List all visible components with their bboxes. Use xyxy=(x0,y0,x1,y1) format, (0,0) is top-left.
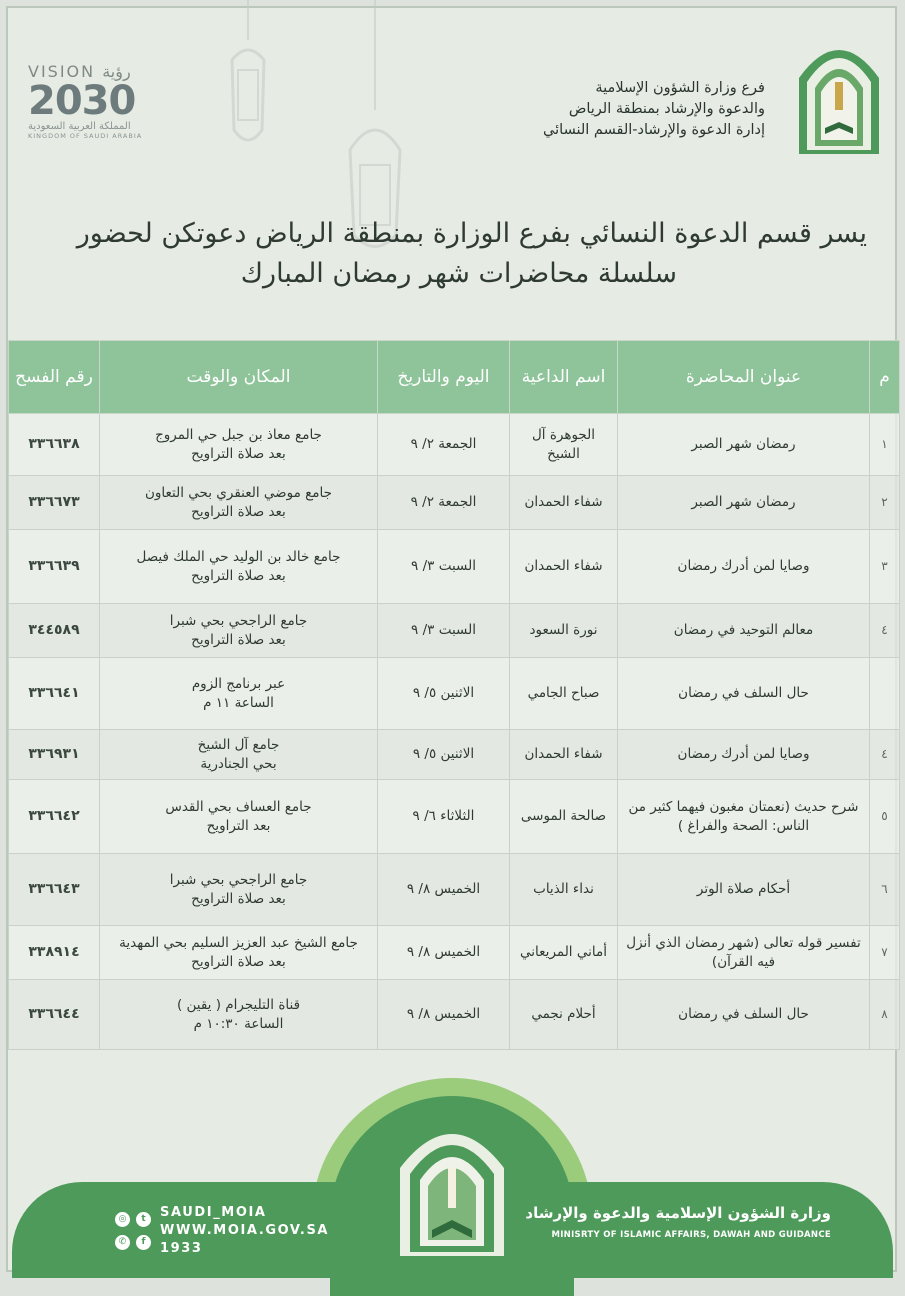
speaker-name: شفاء الحمدان xyxy=(510,530,618,604)
lecture-place xyxy=(100,854,378,926)
lecture-date: الخميس ٨/ ٩ xyxy=(378,926,510,980)
lecture-date: الاثنين ٥/ ٩ xyxy=(378,730,510,780)
row-num: ٧ xyxy=(870,926,900,980)
table-row xyxy=(9,530,900,604)
footer xyxy=(12,1168,893,1272)
footer-ministry-ar: وزارة الشؤون الإسلامية والدعوة والإرشاد xyxy=(525,1204,831,1222)
place-line: بعد صلاة التراويح xyxy=(191,503,286,520)
place-line: جامع العساف بحي القدس xyxy=(165,798,312,815)
lantern-decoration-icon xyxy=(218,0,278,160)
lecture-title: رمضان شهر الصبر xyxy=(618,476,870,530)
speaker-name: شفاء الحمدان xyxy=(510,730,618,780)
permit-number: ٣٣٦٦٧٣ xyxy=(9,476,100,530)
header-place: المكان والوقت xyxy=(100,341,378,414)
place-line: قناة التليجرام ( يقين ) xyxy=(176,996,301,1013)
org-line-1: فرع وزارة الشؤون الإسلامية xyxy=(595,80,765,96)
lecture-title: معالم التوحيد في رمضان xyxy=(618,604,870,658)
permit-number: ٣٣٦٦٣٩ xyxy=(9,530,100,604)
org-line-3: إدارة الدعوة والإرشاد-القسم النسائي xyxy=(543,122,765,138)
lecture-place xyxy=(100,604,378,658)
headline-line-1: يسر قسم الدعوة النسائي بفرع الوزارة بمنطقة الرياض دعوتكن لحضور xyxy=(76,218,867,249)
place-line: جامع معاذ بن جبل حي المروج xyxy=(155,426,322,443)
speaker-name: أماني المريعاني xyxy=(510,926,618,980)
permit-number: ٣٣٦٩٣١ xyxy=(9,730,100,780)
lecture-place xyxy=(100,530,378,604)
header-speaker: اسم الداعية xyxy=(510,341,618,414)
lecture-place xyxy=(100,476,378,530)
lecture-date: السبت ٣/ ٩ xyxy=(378,604,510,658)
permit-number: ٣٣٦٦٤٢ xyxy=(9,780,100,854)
headline-line-2: سلسلة محاضرات شهر رمضان المبارك xyxy=(240,258,677,289)
header-permit: رقم الفسح xyxy=(9,341,100,414)
facebook-icon[interactable]: f xyxy=(136,1235,151,1250)
lecture-date: الجمعة ٢/ ٩ xyxy=(378,414,510,476)
lecture-date: الخميس ٨/ ٩ xyxy=(378,854,510,926)
lecture-date: الاثنين ٥/ ٩ xyxy=(378,658,510,730)
lecture-title: شرح حديث (نعمتان مغبون فيهما كثير من الناس: الصحة والفراغ ) xyxy=(618,780,870,854)
speaker-name: أحلام نجمي xyxy=(510,980,618,1050)
table-row xyxy=(9,980,900,1050)
lecture-date: الثلاثاء ٦/ ٩ xyxy=(378,780,510,854)
permit-number: ٣٣٦٦٤٣ xyxy=(9,854,100,926)
website-link[interactable]: WWW.MOIA.GOV.SA xyxy=(160,1223,330,1238)
place-line: بعد صلاة التراويح xyxy=(191,445,286,462)
vision-sub-en: KINGDOM OF SAUDI ARABIA xyxy=(28,132,143,140)
table-row xyxy=(9,926,900,980)
speaker-name: نداء الذياب xyxy=(510,854,618,926)
lecture-place xyxy=(100,414,378,476)
row-num xyxy=(870,658,900,730)
lecture-title: وصايا لمن أدرك رمضان xyxy=(618,730,870,780)
lecture-date: الخميس ٨/ ٩ xyxy=(378,980,510,1050)
lecture-date: السبت ٣/ ٩ xyxy=(378,530,510,604)
lecture-place xyxy=(100,780,378,854)
place-line: عبر برنامج الزوم xyxy=(191,675,286,692)
place-line: الساعة ١١ م xyxy=(203,694,274,711)
row-num: ٤ xyxy=(870,604,900,658)
speaker-name: نورة السعود xyxy=(510,604,618,658)
lecture-place xyxy=(100,730,378,780)
place-line: جامع آل الشيخ xyxy=(197,736,280,753)
vision-label: VISION رؤية xyxy=(28,62,131,81)
lecture-date: الجمعة ٢/ ٩ xyxy=(378,476,510,530)
speaker-name: الجوهرة آل الشيخ xyxy=(510,414,618,476)
permit-number: ٣٣٦٦٤٤ xyxy=(9,980,100,1050)
lecture-place xyxy=(100,926,378,980)
vision-2030-logo xyxy=(28,62,170,160)
place-line: جامع الراجحي بحي شبرا xyxy=(169,871,308,888)
lecture-title: حال السلف في رمضان xyxy=(618,658,870,730)
row-num: ٦ xyxy=(870,854,900,926)
footer-contact xyxy=(160,1204,329,1258)
invitation-headline xyxy=(27,214,867,294)
row-num: ١ xyxy=(870,414,900,476)
place-line: بعد صلاة التراويح xyxy=(191,953,286,970)
permit-number: ٣٣٨٩١٤ xyxy=(9,926,100,980)
lecture-title: حال السلف في رمضان xyxy=(618,980,870,1050)
lecture-title: وصايا لمن أدرك رمضان xyxy=(618,530,870,604)
lecture-place xyxy=(100,658,378,730)
place-line: بعد صلاة التراويح xyxy=(191,631,286,648)
table-row xyxy=(9,414,900,476)
table-row xyxy=(9,476,900,530)
row-num: ٥ xyxy=(870,780,900,854)
header-title: عنوان المحاضرة xyxy=(618,341,870,414)
twitter-icon[interactable]: t xyxy=(136,1212,151,1227)
speaker-name: صباح الجامي xyxy=(510,658,618,730)
place-line: الساعة ١٠:٣٠ م xyxy=(193,1015,284,1032)
footer-ministry-emblem-icon xyxy=(394,1108,510,1258)
header-num: م xyxy=(870,341,900,414)
table-row xyxy=(9,658,900,730)
row-num: ٣ xyxy=(870,530,900,604)
place-line: بحي الجنادرية xyxy=(200,755,277,772)
vision-year: 2030 xyxy=(28,78,136,124)
lecture-title: أحكام صلاة الوتر xyxy=(618,854,870,926)
table-row xyxy=(9,730,900,780)
place-line: جامع خالد بن الوليد حي الملك فيصل xyxy=(136,548,341,565)
social-handle[interactable]: SAUDI_MOIA xyxy=(160,1205,267,1220)
permit-number: ٣٣٦٦٤١ xyxy=(9,658,100,730)
permit-number: ٣٤٤٥٨٩ xyxy=(9,604,100,658)
table-header-row xyxy=(9,341,900,414)
table-row xyxy=(9,854,900,926)
organization-title-block xyxy=(543,78,765,141)
permit-number: ٣٣٦٦٣٨ xyxy=(9,414,100,476)
speaker-name: شفاء الحمدان xyxy=(510,476,618,530)
header-date: اليوم والتاريخ xyxy=(378,341,510,414)
lecture-place xyxy=(100,980,378,1050)
place-line: جامع الشيخ عبد العزيز السليم بحي المهدية xyxy=(119,934,358,951)
footer-ministry-en: MINISRTY OF ISLAMIC AFFAIRS, DAWAH AND GUIDANCE xyxy=(551,1230,831,1240)
place-line: بعد التراويح xyxy=(206,817,271,834)
row-num: ٨ xyxy=(870,980,900,1050)
place-line: جامع الراجحي بحي شبرا xyxy=(169,612,308,629)
row-num: ٤ xyxy=(870,730,900,780)
ministry-emblem-icon xyxy=(795,28,883,156)
place-line: بعد صلاة التراويح xyxy=(191,890,286,907)
phone-number[interactable]: 1933 xyxy=(160,1241,203,1256)
row-num: ٢ xyxy=(870,476,900,530)
speaker-name: صالحة الموسى xyxy=(510,780,618,854)
instagram-icon[interactable]: ◎ xyxy=(115,1212,130,1227)
lecture-title: رمضان شهر الصبر xyxy=(618,414,870,476)
lecture-title: تفسير قوله تعالى (شهر رمضان الذي أنزل فيه القرآن) xyxy=(618,926,870,980)
lectures-table xyxy=(8,340,900,1050)
vision-sub-ar: المملكة العربية السعودية xyxy=(28,121,131,132)
org-line-2: والدعوة والإرشاد بمنطقة الرياض xyxy=(568,101,765,117)
phone-icon[interactable]: ✆ xyxy=(115,1235,130,1250)
place-line: بعد صلاة التراويح xyxy=(191,567,286,584)
place-line: جامع موضي العنقري بحي التعاون xyxy=(145,484,332,501)
table-row xyxy=(9,604,900,658)
table-row xyxy=(9,780,900,854)
social-icons xyxy=(112,1206,158,1252)
